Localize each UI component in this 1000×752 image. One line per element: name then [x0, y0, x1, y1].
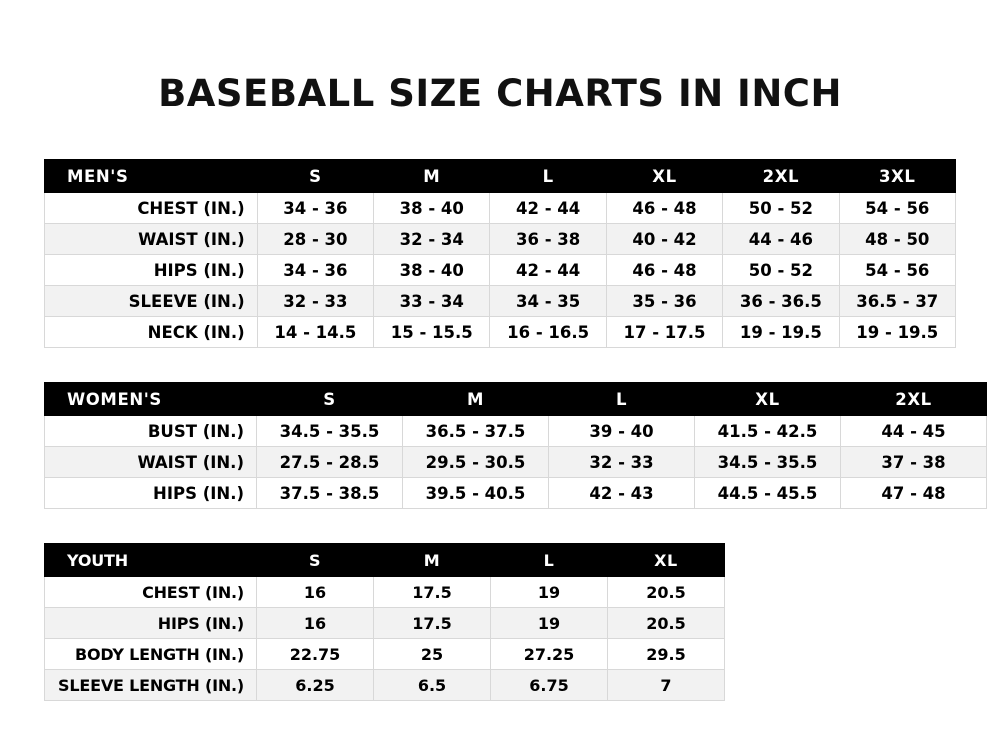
cell-value: 39.5 - 40.5	[403, 478, 549, 509]
cell-value: 34 - 35	[490, 286, 606, 317]
row-label: BUST (IN.)	[45, 416, 257, 447]
column-header-xl: XL	[695, 383, 841, 416]
table-row	[45, 577, 725, 608]
cell-value: 17 - 17.5	[606, 317, 722, 348]
row-label: SLEEVE LENGTH (IN.)	[45, 670, 257, 701]
table-row	[45, 255, 956, 286]
youth-size-table	[44, 543, 725, 701]
cell-value: 36 - 38	[490, 224, 606, 255]
mens-size-table	[44, 159, 956, 348]
row-label: WAIST (IN.)	[45, 224, 258, 255]
cell-value: 44 - 46	[723, 224, 839, 255]
column-header-category: YOUTH	[45, 544, 257, 577]
cell-value: 29.5 - 30.5	[403, 447, 549, 478]
cell-value: 25	[374, 639, 491, 670]
row-label: CHEST (IN.)	[45, 577, 257, 608]
cell-value: 34 - 36	[257, 193, 373, 224]
column-header-m: M	[374, 544, 491, 577]
table-row	[45, 224, 956, 255]
row-label: CHEST (IN.)	[45, 193, 258, 224]
cell-value: 54 - 56	[839, 255, 955, 286]
table-row	[45, 608, 725, 639]
cell-value: 37.5 - 38.5	[257, 478, 403, 509]
row-label: BODY LENGTH (IN.)	[45, 639, 257, 670]
row-label: NECK (IN.)	[45, 317, 258, 348]
table-row	[45, 478, 987, 509]
table-row	[45, 447, 987, 478]
cell-value: 29.5	[608, 639, 725, 670]
cell-value: 50 - 52	[723, 193, 839, 224]
cell-value: 38 - 40	[374, 193, 490, 224]
row-label: HIPS (IN.)	[45, 608, 257, 639]
cell-value: 16 - 16.5	[490, 317, 606, 348]
row-label: HIPS (IN.)	[45, 478, 257, 509]
table-row	[45, 639, 725, 670]
womens-size-table	[44, 382, 987, 509]
cell-value: 35 - 36	[606, 286, 722, 317]
column-header-l: L	[491, 544, 608, 577]
cell-value: 20.5	[608, 608, 725, 639]
cell-value: 7	[608, 670, 725, 701]
column-header-2xl: 2XL	[723, 160, 839, 193]
page-title: BASEBALL SIZE CHARTS IN INCH	[158, 72, 842, 115]
cell-value: 47 - 48	[841, 478, 987, 509]
table-row	[45, 317, 956, 348]
cell-value: 40 - 42	[606, 224, 722, 255]
column-header-category: WOMEN'S	[45, 383, 257, 416]
cell-value: 32 - 33	[549, 447, 695, 478]
cell-value: 22.75	[257, 639, 374, 670]
cell-value: 19	[491, 577, 608, 608]
cell-value: 50 - 52	[723, 255, 839, 286]
row-label: HIPS (IN.)	[45, 255, 258, 286]
cell-value: 15 - 15.5	[374, 317, 490, 348]
column-header-s: S	[257, 160, 373, 193]
cell-value: 33 - 34	[374, 286, 490, 317]
table-row	[45, 193, 956, 224]
column-header-xl: XL	[608, 544, 725, 577]
cell-value: 27.5 - 28.5	[257, 447, 403, 478]
cell-value: 54 - 56	[839, 193, 955, 224]
cell-value: 36 - 36.5	[723, 286, 839, 317]
table-header-row	[45, 160, 956, 193]
cell-value: 32 - 34	[374, 224, 490, 255]
column-header-2xl: 2XL	[841, 383, 987, 416]
cell-value: 6.75	[491, 670, 608, 701]
cell-value: 19 - 19.5	[839, 317, 955, 348]
cell-value: 20.5	[608, 577, 725, 608]
cell-value: 48 - 50	[839, 224, 955, 255]
cell-value: 44 - 45	[841, 416, 987, 447]
cell-value: 27.25	[491, 639, 608, 670]
column-header-category: MEN'S	[45, 160, 258, 193]
table-row	[45, 670, 725, 701]
cell-value: 6.25	[257, 670, 374, 701]
column-header-s: S	[257, 383, 403, 416]
table-header-row	[45, 544, 725, 577]
cell-value: 36.5 - 37.5	[403, 416, 549, 447]
cell-value: 46 - 48	[606, 193, 722, 224]
cell-value: 41.5 - 42.5	[695, 416, 841, 447]
cell-value: 32 - 33	[257, 286, 373, 317]
table-row	[45, 286, 956, 317]
table-header-row	[45, 383, 987, 416]
cell-value: 6.5	[374, 670, 491, 701]
cell-value: 34 - 36	[257, 255, 373, 286]
cell-value: 16	[257, 608, 374, 639]
cell-value: 42 - 44	[490, 255, 606, 286]
cell-value: 17.5	[374, 577, 491, 608]
cell-value: 38 - 40	[374, 255, 490, 286]
row-label: WAIST (IN.)	[45, 447, 257, 478]
cell-value: 14 - 14.5	[257, 317, 373, 348]
column-header-m: M	[403, 383, 549, 416]
cell-value: 42 - 44	[490, 193, 606, 224]
cell-value: 19	[491, 608, 608, 639]
cell-value: 39 - 40	[549, 416, 695, 447]
cell-value: 46 - 48	[606, 255, 722, 286]
table-row	[45, 416, 987, 447]
cell-value: 16	[257, 577, 374, 608]
cell-value: 44.5 - 45.5	[695, 478, 841, 509]
column-header-m: M	[374, 160, 490, 193]
size-tables-container	[0, 159, 1000, 701]
column-header-s: S	[257, 544, 374, 577]
column-header-3xl: 3XL	[839, 160, 955, 193]
cell-value: 28 - 30	[257, 224, 373, 255]
cell-value: 17.5	[374, 608, 491, 639]
column-header-xl: XL	[606, 160, 722, 193]
cell-value: 19 - 19.5	[723, 317, 839, 348]
cell-value: 34.5 - 35.5	[695, 447, 841, 478]
cell-value: 42 - 43	[549, 478, 695, 509]
cell-value: 34.5 - 35.5	[257, 416, 403, 447]
cell-value: 37 - 38	[841, 447, 987, 478]
column-header-l: L	[490, 160, 606, 193]
column-header-l: L	[549, 383, 695, 416]
cell-value: 36.5 - 37	[839, 286, 955, 317]
row-label: SLEEVE (IN.)	[45, 286, 258, 317]
